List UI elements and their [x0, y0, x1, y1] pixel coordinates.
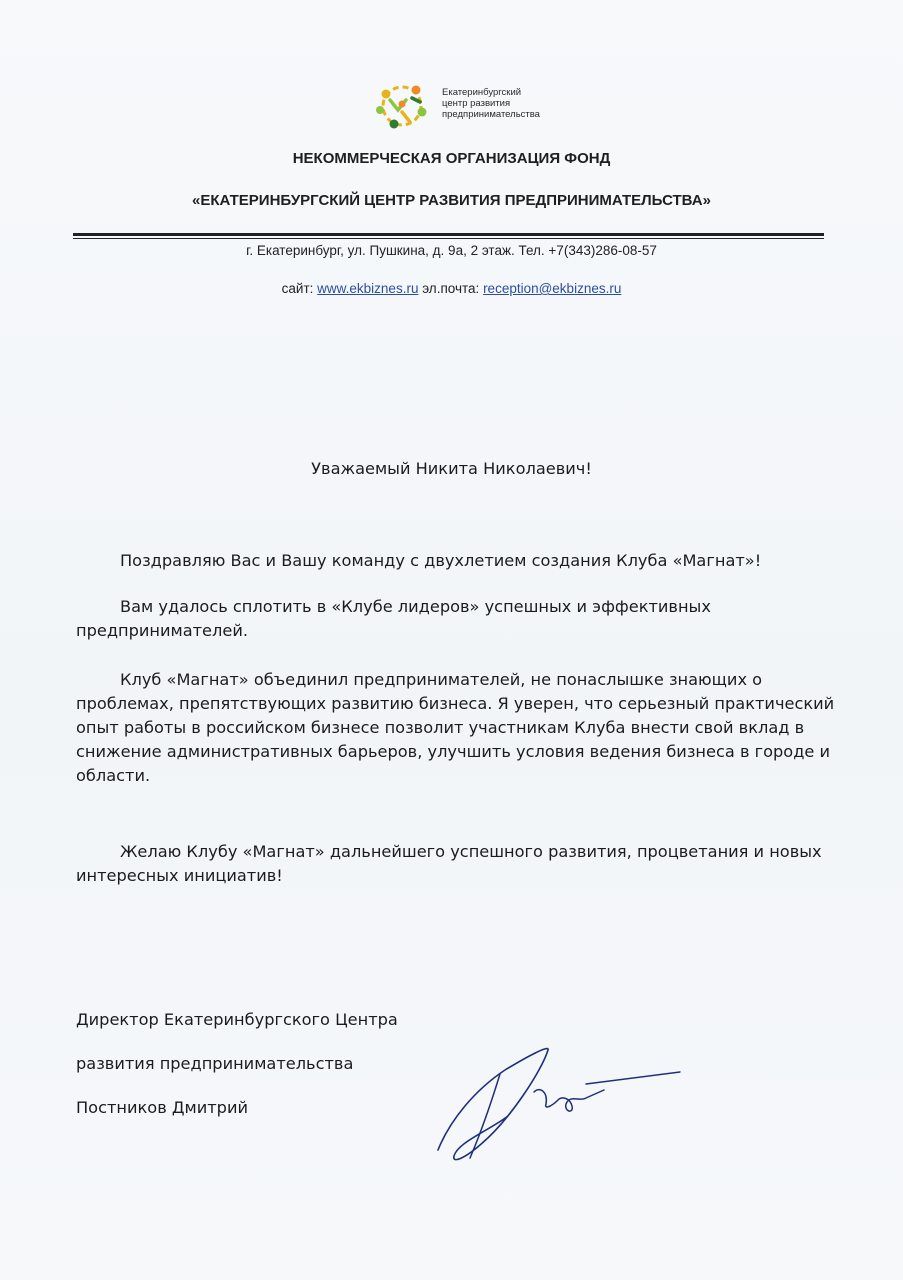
header-divider-thick — [73, 233, 824, 236]
org-contacts — [0, 281, 903, 296]
email-link[interactable]: reception@ekbiznes.ru — [483, 281, 622, 296]
org-address: г. Екатеринбург, ул. Пушкина, д. 9а, 2 этаж. Тел. +7(343)286-08-57 — [246, 243, 657, 258]
logo-caption — [442, 87, 540, 120]
signatory-title-line2: развития предпринимательства — [76, 1054, 354, 1073]
letter-paragraph-1: Поздравляю Вас и Вашу команду с двухлетием создания Клуба «Магнат»! — [120, 551, 762, 570]
site-link[interactable]: www.ekbiznes.ru — [317, 281, 419, 296]
letter-greeting: Уважаемый Никита Николаевич! — [311, 459, 592, 478]
logo-text-line2: центр развития — [442, 98, 511, 109]
handwritten-signature — [430, 1030, 700, 1180]
site-label: сайт: — [281, 281, 314, 296]
signatory-name: Постников Дмитрий — [76, 1098, 249, 1117]
letter-paragraph-3: Клуб «Магнат» объединил предпринимателей, не понаслышке знающих о проблемах, препятствующих развитию бизнеса. Я уверен, что серьезный практический опыт работы в российском бизнесе позволит участникам Клуба внести свой вклад в снижение административных барьеров, улучшить условия ведения бизнеса в городе и области. — [76, 670, 835, 785]
org-name-line2: «ЕКАТЕРИНБУРГСКИЙ ЦЕНТР РАЗВИТИЯ ПРЕДПРИНИМАТЕЛЬСТВА» — [192, 192, 711, 209]
header-divider-thin — [73, 238, 824, 239]
letter-paragraph-4: Желаю Клубу «Магнат» дальнейшего успешного развития, процветания и новых интересных инициатив! — [76, 842, 822, 885]
logo-text-line3: предпринимательства — [442, 109, 540, 120]
email-label: эл.почта: — [422, 281, 480, 296]
logo-text-line1: Екатеринбургский — [442, 87, 522, 98]
org-name-line1: НЕКОММЕРЧЕСКАЯ ОРГАНИЗАЦИЯ ФОНД — [292, 150, 611, 167]
signatory-title-line1: Директор Екатеринбургского Центра — [76, 1010, 398, 1029]
logo-figures-icon — [372, 80, 436, 132]
organization-logo — [372, 80, 552, 132]
letter-paragraph-2: Вам удалось сплотить в «Клубе лидеров» успешных и эффективных предпринимателей. — [76, 597, 711, 640]
